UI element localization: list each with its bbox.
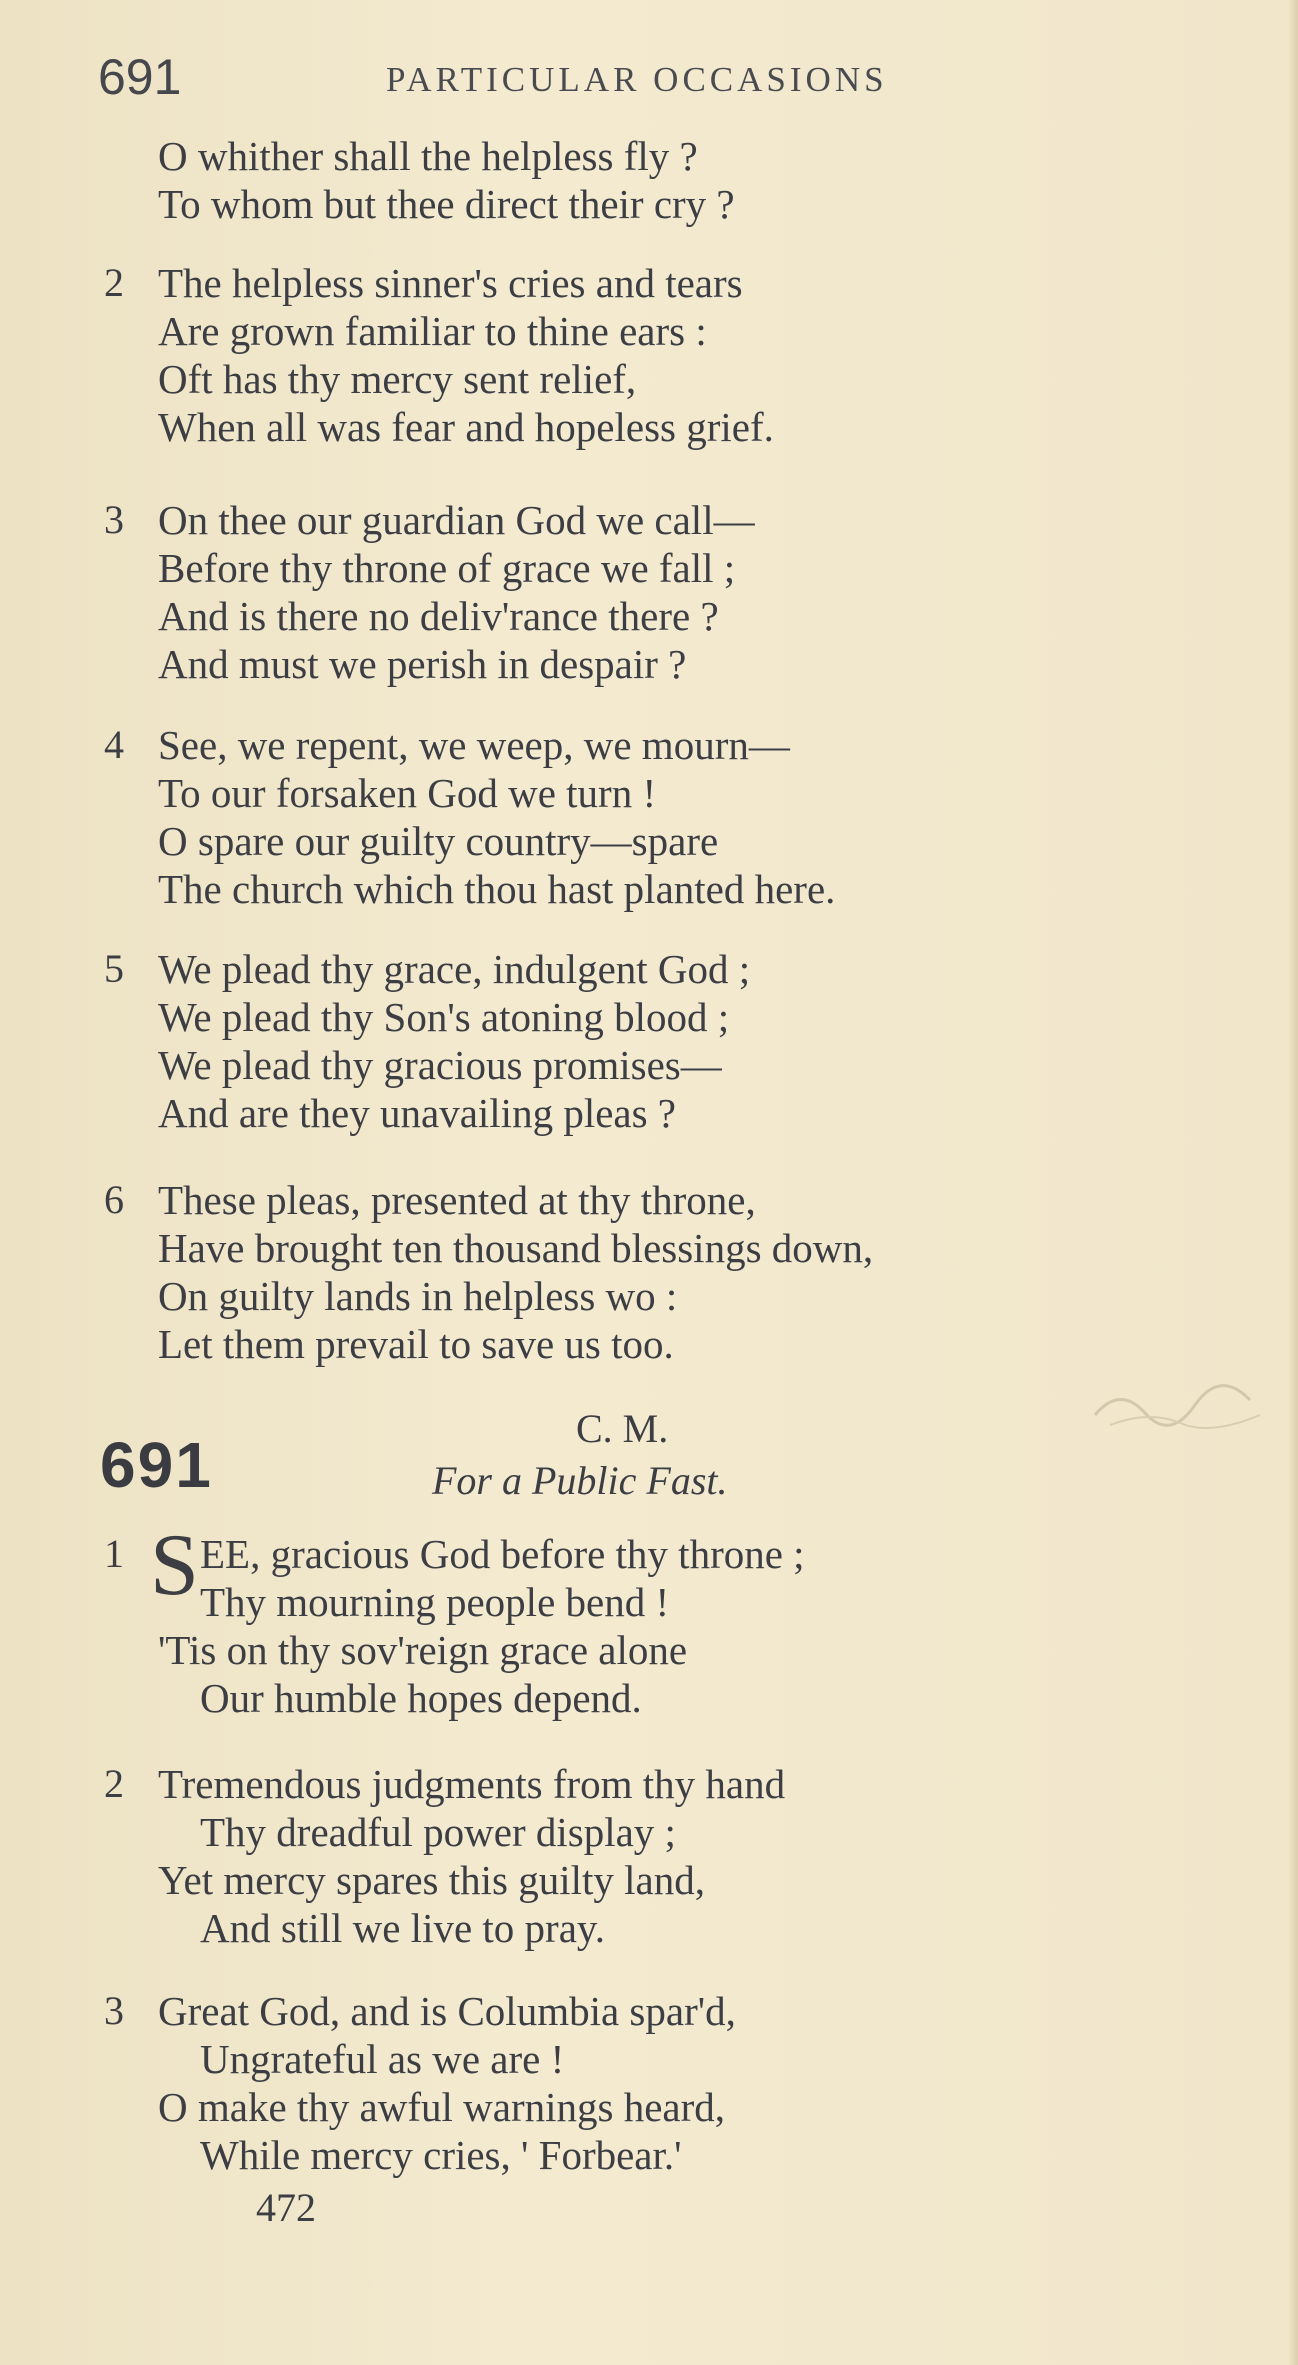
verse-number: 4 — [104, 722, 124, 767]
verse-line: While mercy cries, ' Forbear.' — [200, 2132, 682, 2178]
verse-line: Great God, and is Columbia spar'd, — [158, 1988, 736, 2034]
verse-line: 'Tis on thy sov'reign grace alone — [158, 1627, 688, 1673]
prev-hymn-line: To whom but thee direct their cry ? — [158, 181, 735, 227]
verse-line: See, we repent, we weep, we mourn— — [158, 722, 790, 768]
verse-number: 5 — [104, 946, 124, 991]
verse-line: We plead thy gracious promises— — [158, 1042, 722, 1088]
bleed-through-mark — [1090, 1375, 1270, 1435]
page-number: 691 — [98, 49, 182, 105]
verse-line: And still we live to pray. — [200, 1905, 605, 1951]
page-header — [98, 48, 1198, 108]
verse-line: And is there no deliv'rance there ? — [158, 593, 719, 639]
verse-line: We plead thy grace, indulgent God ; — [158, 946, 751, 992]
hymn-meter: C. M. — [576, 1406, 669, 1451]
verse-line: The helpless sinner's cries and tears — [158, 260, 743, 306]
verse-line: Let them prevail to save us too. — [158, 1321, 674, 1367]
verse-line: EE, gracious God before thy throne ; — [200, 1531, 805, 1577]
verse-line: Tremendous judgments from thy hand — [158, 1761, 786, 1807]
verse-line: O spare our guilty country—spare — [158, 818, 719, 864]
verse-line: These pleas, presented at thy throne, — [158, 1177, 756, 1223]
verse-line: Thy mourning people bend ! — [200, 1579, 670, 1625]
verse-number: 3 — [104, 497, 124, 542]
verse-number: 6 — [104, 1177, 124, 1222]
verse-line: The church which thou hast planted here. — [158, 866, 836, 912]
verse-line: Thy dreadful power display ; — [200, 1809, 676, 1855]
verse-line: O make thy awful warnings heard, — [158, 2084, 725, 2130]
signature-mark: 472 — [256, 2185, 316, 2230]
verse-line: Before thy throne of grace we fall ; — [158, 545, 736, 591]
verse-line: Yet mercy spares this guilty land, — [158, 1857, 705, 1903]
hymn-number: 691 — [100, 1429, 213, 1501]
hymn-occasion: For a Public Fast. — [432, 1458, 728, 1503]
verse-number: 3 — [104, 1988, 124, 2033]
verse-line: Our humble hopes depend. — [200, 1675, 642, 1721]
verse-line: And must we perish in despair ? — [158, 641, 687, 687]
verse-line: On guilty lands in helpless wo : — [158, 1273, 678, 1319]
verse-line: When all was fear and hopeless grief. — [158, 404, 774, 450]
running-title: PARTICULAR OCCASIONS — [386, 60, 888, 99]
verse-number: 1 — [104, 1531, 124, 1576]
verse-number: 2 — [104, 1761, 124, 1806]
drop-cap: S — [150, 1517, 199, 1614]
prev-hymn-line: O whither shall the helpless fly ? — [158, 133, 698, 179]
verse-line: Are grown familiar to thine ears : — [158, 308, 707, 354]
verse-line: We plead thy Son's atoning blood ; — [158, 994, 730, 1040]
verse-number: 2 — [104, 260, 124, 305]
verse-line: To our forsaken God we turn ! — [158, 770, 657, 816]
verse-line: Oft has thy mercy sent relief, — [158, 356, 637, 402]
page-edge-shadow — [1288, 0, 1298, 2365]
verse-line: And are they unavailing pleas ? — [158, 1090, 677, 1136]
verse-line: Have brought ten thousand blessings down, — [158, 1225, 874, 1271]
verse-line: Ungrateful as we are ! — [200, 2036, 565, 2082]
verse-line: On thee our guardian God we call— — [158, 497, 755, 543]
